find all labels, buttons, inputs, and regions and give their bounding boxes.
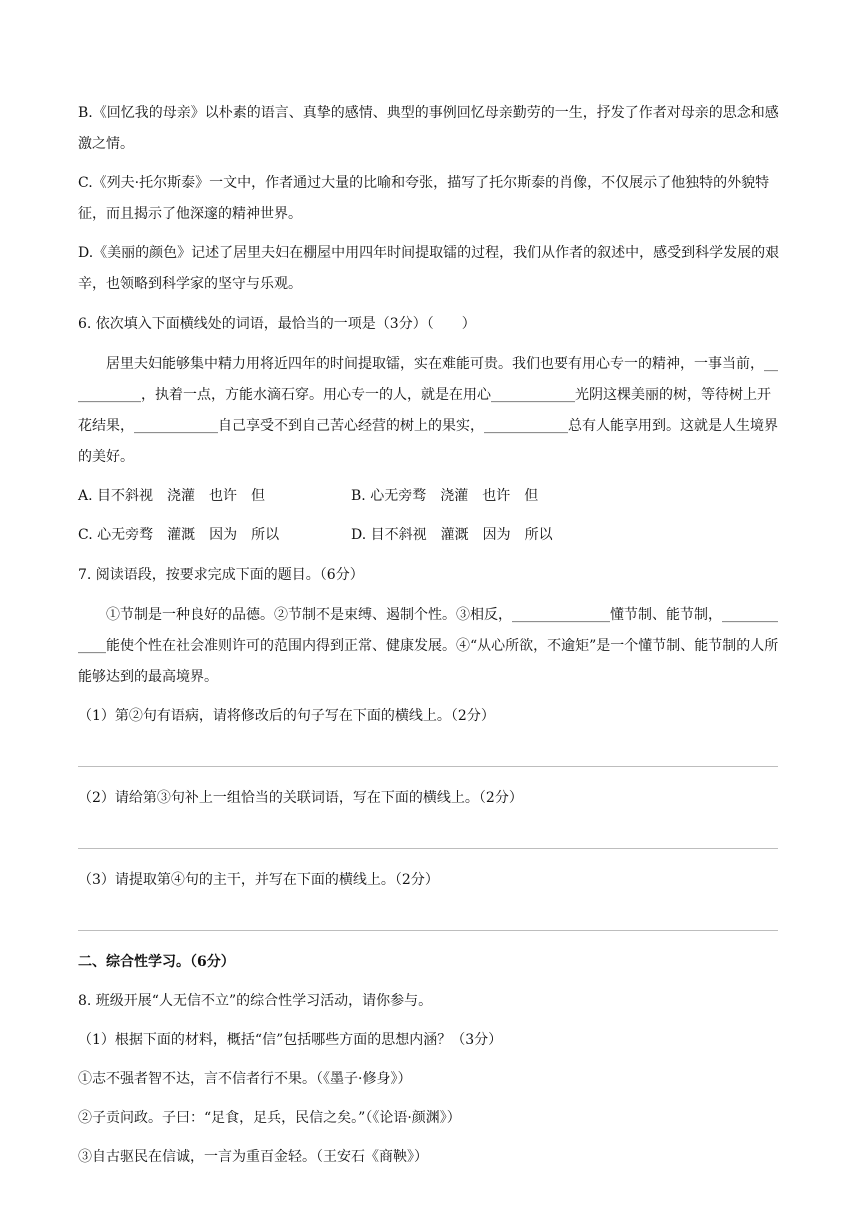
material-1: ①志不强者智不达，言不信者行不果。（《墨子·修身》） bbox=[78, 1071, 412, 1087]
question-6-title: 6. 依次填入下面横线处的词语，最恰当的一项是（3分）（ ） bbox=[78, 316, 476, 332]
answer-line-1[interactable] bbox=[78, 766, 778, 767]
question-6-options-row-1 bbox=[78, 481, 780, 512]
question-6-option-d: D. 目不斜视 灌溉 因为 所以 bbox=[351, 527, 553, 543]
section-2-heading: 二、综合性学习。（6分） bbox=[78, 954, 235, 970]
option-d-statement: D.《美丽的颜色》记述了居里夫妇在棚屋中用四年时间提取镭的过程，我们从作者的叙述中，感受到科学发展的艰辛，也领略到科学家的坚守与乐观。 bbox=[78, 245, 780, 292]
question-7-passage: ①节制是一种良好的品德。②节制不是束缚、遏制个性。③相反，______________懂节制、能节制，____________能使个性在社会准则许可的范围内得到正常、健康发展。④“从心所欲，不逾矩”是一个懂节制、能节制的人所能够达到的最高境界。 bbox=[78, 607, 779, 685]
option-c-statement: C.《列夫·托尔斯泰》一文中，作者通过大量的比喻和夸张，描写了托尔斯泰的肖像，不仅展示了他独特的外貌特征，而且揭示了他深邃的精神世界。 bbox=[78, 175, 770, 222]
page-content bbox=[78, 98, 780, 1173]
question-8-title: 8. 班级开展“人无信不立”的综合性学习活动，请你参与。 bbox=[78, 993, 433, 1009]
answer-line-2[interactable] bbox=[78, 848, 778, 849]
question-6-options-row-2 bbox=[78, 520, 780, 551]
material-2: ②子贡问政。子曰：“足食，足兵，民信之矣。”（《论语·颜渊》） bbox=[78, 1110, 461, 1126]
answer-line-3[interactable] bbox=[78, 930, 778, 931]
material-3: ③自古驱民在信诚，一言为重百金轻。（王安石《商鞅》） bbox=[78, 1149, 428, 1165]
question-6-option-b: B. 心无旁骛 浇灌 也许 但 bbox=[351, 488, 539, 504]
question-8-sub-1: （1）根据下面的材料，概括“信”包括哪些方面的思想内涵？（3分） bbox=[78, 1032, 503, 1048]
question-6-passage: 居里夫妇能够集中精力用将近四年的时间提取镭，实在难能可贵。我们也要有用心专一的精神，一事当前，___________，执着一点，方能水滴石穿。用心专一的人，就是在用心____________光阴这棵美丽的树，等待树上开花结果，____________自己享受不到自己苦心经营的树上的果实，____________总有人能享用到。这就是人生境界的美好。 bbox=[78, 356, 778, 465]
question-7-sub-2: （2）请给第③句补上一组恰当的关联词语，写在下面的横线上。（2分） bbox=[78, 790, 523, 806]
question-6-option-c: C. 心无旁骛 灌溉 因为 所以 bbox=[78, 527, 280, 543]
question-6-option-a: A. 目不斜视 浇灌 也许 但 bbox=[78, 488, 266, 504]
option-b-statement: B.《回忆我的母亲》以朴素的语言、真挚的感情、典型的事例回忆母亲勤劳的一生，抒发了作者对母亲的思念和感激之情。 bbox=[78, 105, 779, 152]
question-7-sub-1: （1）第②句有语病，请将修改后的句子写在下面的横线上。（2分） bbox=[78, 708, 495, 724]
question-7-sub-3: （3）请提取第④句的主干，并写在下面的横线上。（2分） bbox=[78, 872, 439, 888]
question-7-title: 7. 阅读语段，按要求完成下面的题目。（6分） bbox=[78, 567, 364, 583]
